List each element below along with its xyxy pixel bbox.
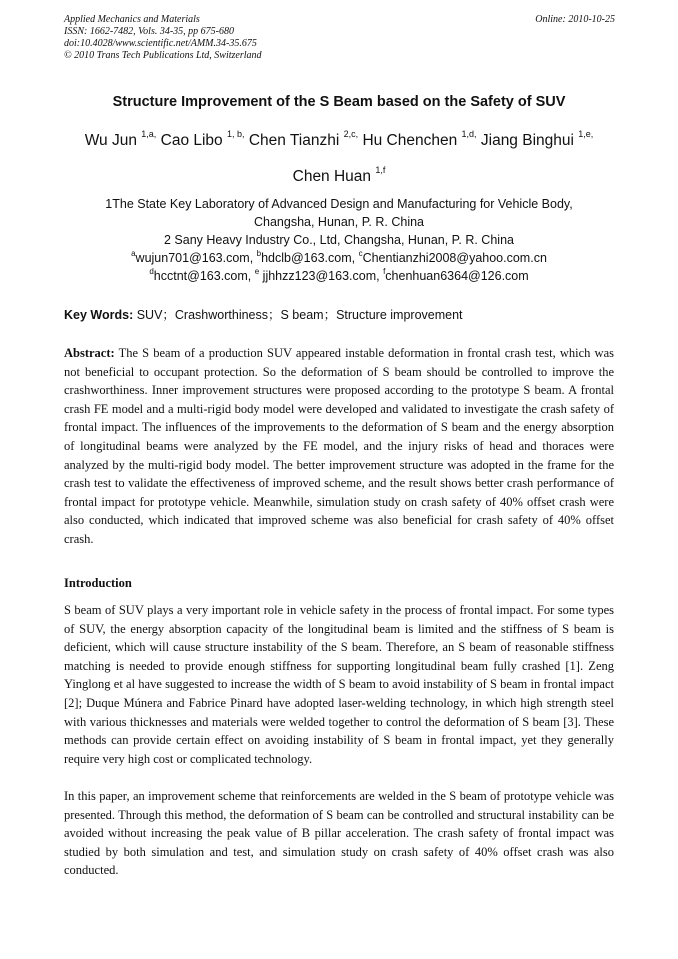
keywords — [64, 305, 463, 323]
keywords-text: SUV；Crashworthiness；S beam；Structure improvement — [133, 308, 463, 322]
section-heading-introduction: Introduction — [64, 576, 132, 590]
paragraph-text: In this paper, an improvement scheme that reinforcements are welded in the S beam of prototype vehicle was presented. Through this method, the deformation of S beam can be controlled and structural instability can be avoided without increasing the peak value of B pillar acceleration. The crash safety of frontal impact was studied by both simulation and test, and simulation study on crash safety of 40% offset crash was also conducted. — [64, 789, 614, 878]
paper-title: Structure Improvement of the S Beam based on the Safety of SUV — [112, 94, 566, 110]
journal-name: Applied Mechanics and Materials — [64, 14, 200, 25]
author-affiliation-mark: 1, b, — [226, 129, 245, 139]
author-affiliation-mark: 2,c, — [343, 129, 359, 139]
email-mark: a — [131, 249, 136, 258]
email-mark: f — [383, 267, 386, 276]
introduction-paragraph-1 — [64, 601, 614, 768]
email-mark: e — [254, 267, 260, 276]
doi-line[interactable]: doi:10.4028/www.scientific.net/AMM.34-35.675 — [64, 38, 257, 49]
abstract-label: Abstract: — [64, 346, 115, 360]
author-name: Wu Jun — [84, 132, 137, 149]
keywords-label: Key Words: — [64, 308, 134, 322]
author-affiliation-mark: 1,f — [375, 165, 386, 175]
author-name: Chen Huan — [292, 168, 372, 185]
abstract-text: The S beam of a production SUV appeared instable deformation in frontal crash test, which was not beneficial to occupant protection. So the deformation of S beam should be controlled to improve the crashworthiness. Inner improvement structures were proposed according to the prototype S beam. A frontal crash FE model and a multi-rigid body model were developed and validated to investigate the crash safety of frontal impact. The influences of the improvements to the deformation of S beam and the energy absorption of longitudinal beams were analyzed by the FE model, and the injury risks of head and thoraces were analyzed by the multi-rigid body model. The better improvement structure was adopted in the frame for the crash test to validate the effectiveness of improved scheme, and the result shows better crash performance of frontal impact for prototype vehicle. Meanwhile, simulation study on crash safety of 40% offset crash were also conducted, which indicated that improved scheme was also beneficial for crash safety of 40% offset crash. — [64, 346, 614, 546]
affiliation-1a: 1The State Key Laboratory of Advanced Design and Manufacturing for Vehicle Body, — [105, 197, 573, 211]
author-name: Cao Libo — [160, 132, 223, 149]
email-line-1 — [0, 249, 678, 267]
paragraph-text: S beam of SUV plays a very important role in vehicle safety in the process of frontal impact. For some types of SUV, the energy absorption capacity of the longitudinal beam is limited and the stiffness of S beam is deficient, which will cause structure instability of the S beam. Therefore, an S beam of reasonable stiffness matching is needed to provide enough stiffness for supporting longitudinal beam fully crashed [1]. Zeng Yinglong et al have suggested to increase the width of S beam to avoid instability of S beam in frontal impact [2]; Duque Múnera and Fabrice Pinard have adopted laser-welding technology, in which high strength steel with various thicknesses and materials were welded together to control the deformation of S beam [3]. These methods can provide certain effect on avoiding instability of S beam in frontal impact, yet they generally require very high cost or complicated technology. — [64, 603, 614, 766]
author-line-2 — [0, 165, 678, 186]
author-affiliation-mark: 1,a, — [141, 129, 157, 139]
issn-line: ISSN: 1662-7482, Vols. 34-35, pp 675-680 — [64, 26, 234, 37]
abstract — [64, 344, 614, 549]
author-affiliation-mark: 1,e, — [578, 129, 594, 139]
online-date: Online: 2010-10-25 — [535, 14, 615, 25]
author-name: Jiang Binghui — [480, 132, 574, 149]
email-address[interactable]: hdclb@163.com, — [261, 251, 359, 265]
author-name: Chen Tianzhi — [248, 132, 340, 149]
email-address[interactable]: jjhhzz123@163.com, — [259, 269, 384, 283]
introduction-paragraph-2 — [64, 787, 614, 880]
email-line-2 — [0, 267, 678, 285]
email-mark: c — [358, 249, 363, 258]
author-affiliation-mark: 1,d, — [461, 129, 477, 139]
affiliation-2: 2 Sany Heavy Industry Co., Ltd, Changsha, Hunan, P. R. China — [164, 233, 514, 247]
email-address[interactable]: hcctnt@163.com, — [153, 269, 255, 283]
affiliation-1b: Changsha, Hunan, P. R. China — [253, 215, 425, 229]
copyright-line: © 2010 Trans Tech Publications Ltd, Switzerland — [64, 50, 262, 61]
email-address[interactable]: chenhuan6364@126.com — [385, 269, 529, 283]
email-address[interactable]: wujun701@163.com, — [135, 251, 257, 265]
email-address[interactable]: Chentianzhi2008@yahoo.com.cn — [362, 251, 547, 265]
author-line-1 — [0, 129, 678, 150]
email-mark: d — [149, 267, 154, 276]
author-name: Hu Chenchen — [362, 132, 458, 149]
email-mark: b — [256, 249, 262, 258]
journal-header — [64, 14, 262, 62]
